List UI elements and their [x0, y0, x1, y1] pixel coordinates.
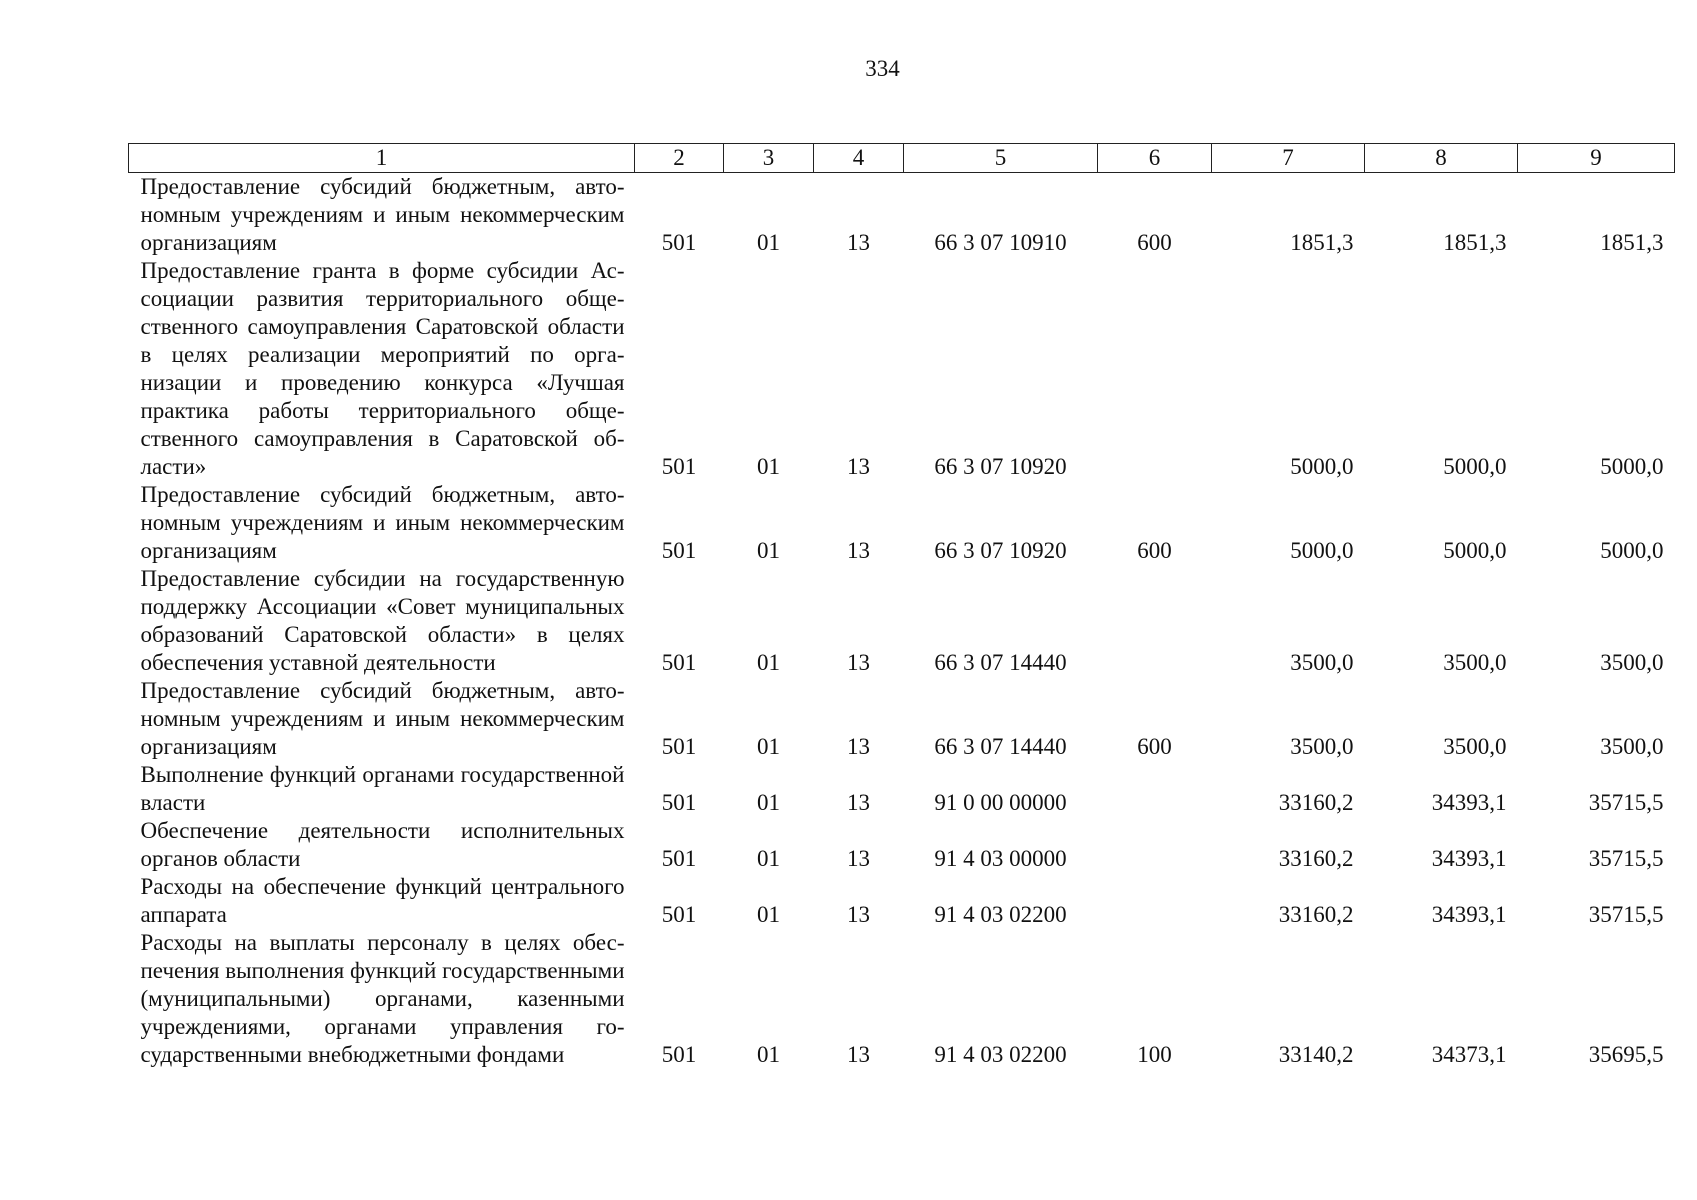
cell-amount-7: 5000,0 — [1290, 454, 1354, 479]
cell-expense-type: 100 — [1137, 1042, 1172, 1067]
row-name: Обеспечение деятельности исполнительных органов области — [140, 818, 625, 871]
cell-subsection: 13 — [847, 650, 870, 675]
cell-section: 01 — [757, 230, 780, 255]
cell-amount-7: 33140,2 — [1278, 1042, 1354, 1067]
table-header — [129, 144, 1675, 173]
cell-amount-8: 3500,0 — [1443, 650, 1507, 675]
cell-target-article: 66 3 07 10910 — [934, 230, 1067, 255]
cell-ministry-code: 501 — [661, 538, 697, 563]
row-name: Предоставление субсидий бюджетным, автономным учреждениям и иным некоммерческим организациям — [140, 482, 625, 563]
table-row — [129, 257, 1675, 481]
row-name: Предоставление субсидии на государственную поддержку Ассоциации «Совет муниципальных образований Саратовской области» в целях обеспечения уставной деятельности — [140, 566, 625, 675]
cell-amount-7: 33160,2 — [1278, 790, 1354, 815]
cell-expense-type: 600 — [1137, 734, 1172, 759]
table-body — [129, 173, 1675, 1070]
cell-expense-type — [1098, 873, 1212, 929]
cell-section: 01 — [757, 454, 780, 479]
cell-amount-9: 5000,0 — [1600, 454, 1664, 479]
cell-ministry-code: 501 — [661, 650, 697, 675]
cell-expense-type — [1098, 817, 1212, 873]
row-name: Предоставление субсидий бюджетным, автономным учреждениям и иным некоммерческим организациям — [140, 174, 625, 255]
cell-target-article: 66 3 07 14440 — [934, 650, 1067, 675]
cell-amount-8: 5000,0 — [1443, 454, 1507, 479]
cell-expense-type — [1098, 257, 1212, 481]
cell-section: 01 — [757, 846, 780, 871]
table-row — [129, 173, 1675, 258]
column-header-2: 2 — [635, 144, 724, 173]
cell-target-article: 91 4 03 02200 — [934, 902, 1067, 927]
cell-target-article: 91 4 03 02200 — [934, 1042, 1067, 1067]
header-row — [129, 144, 1675, 173]
cell-subsection: 13 — [847, 454, 870, 479]
row-name: Предоставление субсидий бюджетным, автономным учреждениям и иным некоммерческим организациям — [140, 678, 625, 759]
column-header-1: 1 — [129, 144, 635, 173]
cell-subsection: 13 — [847, 846, 870, 871]
table-row — [129, 481, 1675, 565]
cell-amount-9: 3500,0 — [1600, 734, 1664, 759]
cell-expense-type: 600 — [1137, 538, 1172, 563]
budget-table — [128, 143, 1675, 1069]
cell-target-article: 66 3 07 14440 — [934, 734, 1067, 759]
cell-section: 01 — [757, 790, 780, 815]
column-header-7: 7 — [1212, 144, 1365, 173]
cell-section: 01 — [757, 734, 780, 759]
cell-amount-8: 34393,1 — [1431, 790, 1507, 815]
cell-section: 01 — [757, 538, 780, 563]
cell-expense-type — [1098, 761, 1212, 817]
cell-subsection: 13 — [847, 734, 870, 759]
cell-ministry-code: 501 — [661, 734, 697, 759]
cell-amount-7: 33160,2 — [1278, 902, 1354, 927]
cell-ministry-code: 501 — [661, 1042, 697, 1067]
table-row — [129, 873, 1675, 929]
page-number: 334 — [865, 56, 900, 81]
cell-amount-8: 1851,3 — [1443, 230, 1507, 255]
cell-amount-9: 3500,0 — [1600, 650, 1664, 675]
cell-target-article: 91 0 00 00000 — [934, 790, 1067, 815]
cell-amount-7: 3500,0 — [1290, 650, 1354, 675]
column-header-3: 3 — [724, 144, 814, 173]
cell-amount-9: 35715,5 — [1588, 790, 1664, 815]
cell-amount-8: 34393,1 — [1431, 846, 1507, 871]
cell-ministry-code: 501 — [661, 230, 697, 255]
cell-amount-7: 5000,0 — [1290, 538, 1354, 563]
row-name: Расходы на обеспечение функций центрального аппарата — [140, 874, 625, 927]
cell-amount-9: 5000,0 — [1600, 538, 1664, 563]
cell-subsection: 13 — [847, 902, 870, 927]
cell-amount-7: 3500,0 — [1290, 734, 1354, 759]
row-name: Расходы на выплаты персоналу в целях обеспечения выполнения функций государственными (муниципальными) органами, казенными учреждениями, органами управления государственными внебюджетными фондами — [140, 930, 625, 1067]
cell-amount-8: 3500,0 — [1443, 734, 1507, 759]
row-name: Выполнение функций органами государственной власти — [140, 762, 625, 815]
cell-target-article: 91 4 03 00000 — [934, 846, 1067, 871]
table-row — [129, 677, 1675, 761]
cell-subsection: 13 — [847, 790, 870, 815]
cell-ministry-code: 501 — [661, 790, 697, 815]
cell-amount-9: 1851,3 — [1600, 230, 1664, 255]
cell-subsection: 13 — [847, 1042, 870, 1067]
column-header-8: 8 — [1365, 144, 1518, 173]
table-row — [129, 929, 1675, 1069]
cell-amount-8: 34393,1 — [1431, 902, 1507, 927]
table-row — [129, 565, 1675, 677]
cell-section: 01 — [757, 1042, 780, 1067]
cell-section: 01 — [757, 902, 780, 927]
column-header-4: 4 — [814, 144, 904, 173]
cell-amount-9: 35715,5 — [1588, 846, 1664, 871]
table-row — [129, 761, 1675, 817]
table-row — [129, 817, 1675, 873]
cell-ministry-code: 501 — [661, 454, 697, 479]
cell-expense-type: 600 — [1137, 230, 1172, 255]
cell-amount-9: 35715,5 — [1588, 902, 1664, 927]
row-name: Предоставление гранта в форме субсидии Ассоциации развития территориального общественного самоуправления Саратовской области в целях реализации мероприятий по организации и проведению конкурса «Лучшая практика работы территориального общественного самоуправления в Саратовской области» — [140, 258, 625, 479]
cell-amount-7: 1851,3 — [1290, 230, 1354, 255]
cell-subsection: 13 — [847, 230, 870, 255]
cell-target-article: 66 3 07 10920 — [934, 454, 1067, 479]
cell-target-article: 66 3 07 10920 — [934, 538, 1067, 563]
cell-amount-8: 5000,0 — [1443, 538, 1507, 563]
cell-subsection: 13 — [847, 538, 870, 563]
column-header-5: 5 — [904, 144, 1098, 173]
cell-amount-9: 35695,5 — [1588, 1042, 1664, 1067]
cell-ministry-code: 501 — [661, 902, 697, 927]
cell-expense-type — [1098, 565, 1212, 677]
column-header-9: 9 — [1518, 144, 1675, 173]
cell-amount-7: 33160,2 — [1278, 846, 1354, 871]
cell-ministry-code: 501 — [661, 846, 697, 871]
column-header-6: 6 — [1098, 144, 1212, 173]
cell-amount-8: 34373,1 — [1431, 1042, 1507, 1067]
cell-section: 01 — [757, 650, 780, 675]
